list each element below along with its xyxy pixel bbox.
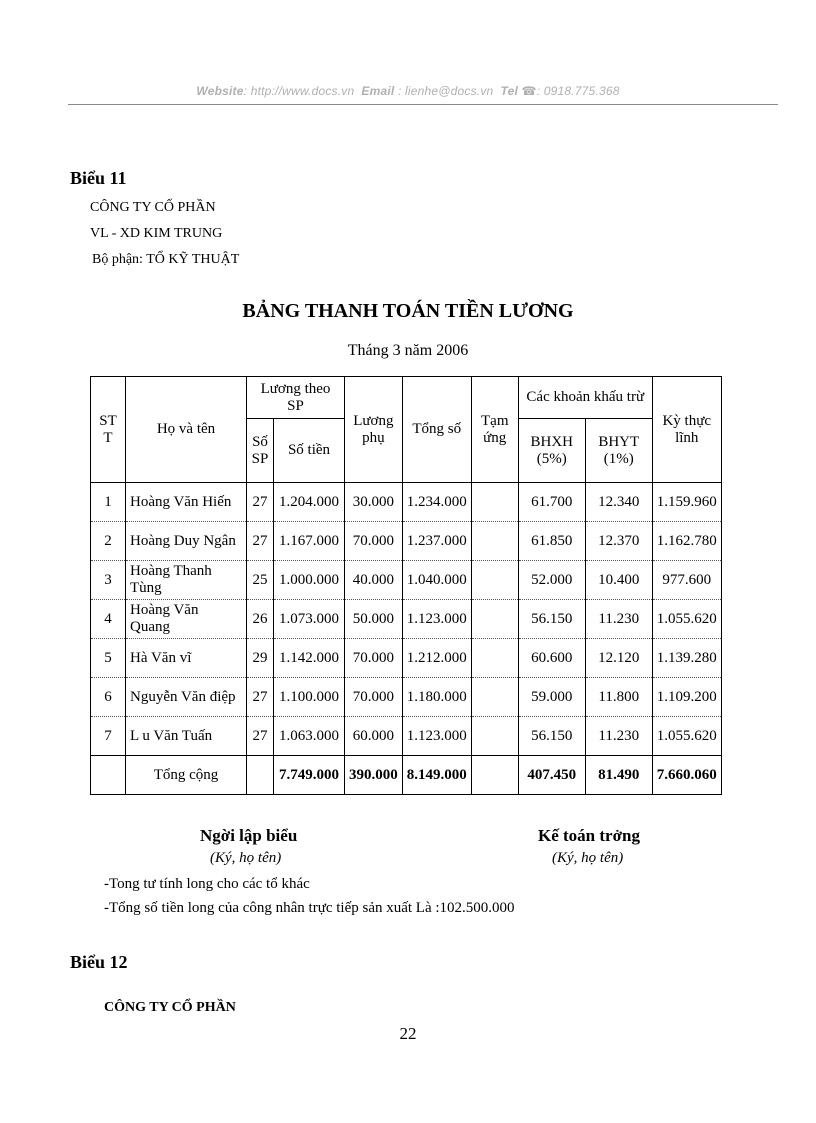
- cell-bhxh: 61.850: [518, 522, 585, 561]
- tel-label: Tel: [500, 84, 518, 98]
- form-label-2: Biểu 12: [70, 952, 128, 972]
- note-line-2: -Tổng số tiền long của công nhân trực tiếp sản xuất Là :102.500.000: [104, 900, 515, 916]
- header-bhxh: [518, 419, 585, 483]
- cell-bhxh: 61.700: [518, 483, 585, 522]
- cell-advance: [471, 600, 518, 639]
- document-title: BẢNG THANH TOÁN TIỀN LƯƠNG: [242, 300, 574, 322]
- cell-advance-empty: [471, 756, 518, 795]
- cell-name: Nguyễn Văn điệp: [126, 678, 247, 717]
- header-advance: Tạm ứng: [471, 377, 518, 483]
- cell-total: 1.212.000: [402, 639, 471, 678]
- cell-advance: [471, 483, 518, 522]
- cell-net: 1.055.620: [652, 717, 721, 756]
- cell-sp: 26: [247, 600, 274, 639]
- cell-net: 977.600: [652, 561, 721, 600]
- cell-bhyt: 11.230: [585, 717, 652, 756]
- cell-sp: 27: [247, 678, 274, 717]
- email-label: Email: [361, 84, 395, 98]
- cell-extra: 60.000: [345, 717, 403, 756]
- cell-bhxh: 56.150: [518, 600, 585, 639]
- cell-sp-empty: [247, 756, 274, 795]
- cell-stt-empty: [91, 756, 126, 795]
- total-bhyt: 81.490: [585, 756, 652, 795]
- payroll-table: [90, 376, 722, 795]
- cell-extra: 50.000: [345, 600, 403, 639]
- cell-stt: 3: [91, 561, 126, 600]
- website-label: Website: [196, 84, 244, 98]
- table-row: [91, 717, 722, 756]
- accountant-signature-note: (Ký, họ tên): [552, 850, 624, 866]
- cell-extra: 70.000: [345, 522, 403, 561]
- cell-total: 1.123.000: [402, 600, 471, 639]
- accountant-signature-title: Kế toán trởng: [538, 826, 640, 845]
- table-row: [91, 561, 722, 600]
- cell-stt: 6: [91, 678, 126, 717]
- company-name-line1: CÔNG TY CỔ PHẦN: [90, 200, 216, 215]
- header-bhxh-rate: (5%): [536, 450, 567, 467]
- table-row: [91, 522, 722, 561]
- cell-bhxh: 59.000: [518, 678, 585, 717]
- header-bhyt-label: BHYT: [598, 433, 640, 450]
- company-name-line3: CÔNG TY CỔ PHẦN: [104, 1000, 236, 1015]
- cell-bhxh: 56.150: [518, 717, 585, 756]
- document-subtitle: Tháng 3 năm 2006: [347, 342, 469, 359]
- cell-advance: [471, 639, 518, 678]
- cell-net: 1.162.780: [652, 522, 721, 561]
- total-total: 8.149.000: [402, 756, 471, 795]
- cell-bhyt: 11.230: [585, 600, 652, 639]
- cell-amount: 1.167.000: [274, 522, 345, 561]
- cell-sp: 29: [247, 639, 274, 678]
- cell-amount: 1.142.000: [274, 639, 345, 678]
- cell-name: Hoàng Văn Quang: [126, 600, 247, 639]
- cell-stt: 2: [91, 522, 126, 561]
- cell-advance: [471, 678, 518, 717]
- cell-bhyt: 10.400: [585, 561, 652, 600]
- form-label: Biểu 11: [70, 168, 127, 188]
- cell-sp: 27: [247, 717, 274, 756]
- cell-sp: 25: [247, 561, 274, 600]
- header-deductions: Các khoản khấu trừ: [518, 377, 652, 419]
- cell-bhyt: 12.340: [585, 483, 652, 522]
- total-net: 7.660.060: [652, 756, 721, 795]
- cell-amount: 1.073.000: [274, 600, 345, 639]
- cell-name: Hoàng Văn Hiến: [126, 483, 247, 522]
- website-header: [0, 84, 816, 98]
- total-row: [91, 756, 722, 795]
- cell-total: 1.234.000: [402, 483, 471, 522]
- header-divider: [68, 104, 778, 105]
- header-bhxh-label: BHXH: [530, 433, 573, 450]
- header-salary-sp: Lương theo SP: [247, 377, 345, 419]
- cell-total: 1.123.000: [402, 717, 471, 756]
- table-row: [91, 678, 722, 717]
- cell-extra: 40.000: [345, 561, 403, 600]
- cell-name: Hoàng Thanh Tùng: [126, 561, 247, 600]
- total-bhxh: 407.450: [518, 756, 585, 795]
- total-label: Tổng cộng: [126, 756, 247, 795]
- cell-name: Hoàng Duy Ngân: [126, 522, 247, 561]
- table-row: [91, 483, 722, 522]
- header-name: Họ và tên: [126, 377, 247, 483]
- header-bhyt-rate: (1%): [603, 450, 634, 467]
- cell-sp: 27: [247, 483, 274, 522]
- cell-sp: 27: [247, 522, 274, 561]
- page-number: 22: [399, 1024, 417, 1043]
- cell-total: 1.180.000: [402, 678, 471, 717]
- email-value[interactable]: : lienhe@docs.vn: [397, 84, 494, 98]
- header-stt: ST T: [91, 377, 126, 483]
- cell-stt: 5: [91, 639, 126, 678]
- cell-net: 1.055.620: [652, 600, 721, 639]
- cell-bhxh: 60.600: [518, 639, 585, 678]
- cell-stt: 7: [91, 717, 126, 756]
- cell-bhyt: 12.120: [585, 639, 652, 678]
- header-bhyt: [585, 419, 652, 483]
- cell-name: Hà Văn vĩ: [126, 639, 247, 678]
- cell-total: 1.237.000: [402, 522, 471, 561]
- cell-net: 1.109.200: [652, 678, 721, 717]
- cell-total: 1.040.000: [402, 561, 471, 600]
- cell-advance: [471, 522, 518, 561]
- cell-name: L u Văn Tuấn: [126, 717, 247, 756]
- table-row: [91, 639, 722, 678]
- total-amount: 7.749.000: [274, 756, 345, 795]
- header-amount: Số tiền: [274, 419, 345, 483]
- cell-bhxh: 52.000: [518, 561, 585, 600]
- cell-extra: 70.000: [345, 678, 403, 717]
- preparer-signature-note: (Ký, họ tên): [210, 850, 282, 866]
- total-extra: 390.000: [345, 756, 403, 795]
- cell-stt: 4: [91, 600, 126, 639]
- header-net: Kỳ thực lĩnh: [652, 377, 721, 483]
- cell-net: 1.139.280: [652, 639, 721, 678]
- cell-advance: [471, 717, 518, 756]
- cell-advance: [471, 561, 518, 600]
- cell-amount: 1.063.000: [274, 717, 345, 756]
- cell-amount: 1.000.000: [274, 561, 345, 600]
- company-name-line2: VL - XD KIM TRUNG: [90, 226, 223, 241]
- cell-net: 1.159.960: [652, 483, 721, 522]
- preparer-signature-title: Ngời lập biểu: [200, 826, 298, 845]
- cell-amount: 1.100.000: [274, 678, 345, 717]
- cell-extra: 70.000: [345, 639, 403, 678]
- cell-bhyt: 11.800: [585, 678, 652, 717]
- department: Bộ phận: TỔ KỸ THUẬT: [92, 252, 240, 267]
- cell-extra: 30.000: [345, 483, 403, 522]
- table-row: [91, 600, 722, 639]
- header-total: Tổng số: [402, 377, 471, 483]
- header-sp-count: Số SP: [247, 419, 274, 483]
- cell-stt: 1: [91, 483, 126, 522]
- website-value[interactable]: : http://www.docs.vn: [243, 84, 355, 98]
- note-line-1: -Tong tư tính long cho các tổ khác: [104, 876, 310, 892]
- cell-amount: 1.204.000: [274, 483, 345, 522]
- cell-bhyt: 12.370: [585, 522, 652, 561]
- tel-value: : 0918.775.368: [536, 84, 620, 98]
- phone-icon: ☎: [521, 84, 537, 98]
- header-extra-salary: Lương phụ: [345, 377, 403, 483]
